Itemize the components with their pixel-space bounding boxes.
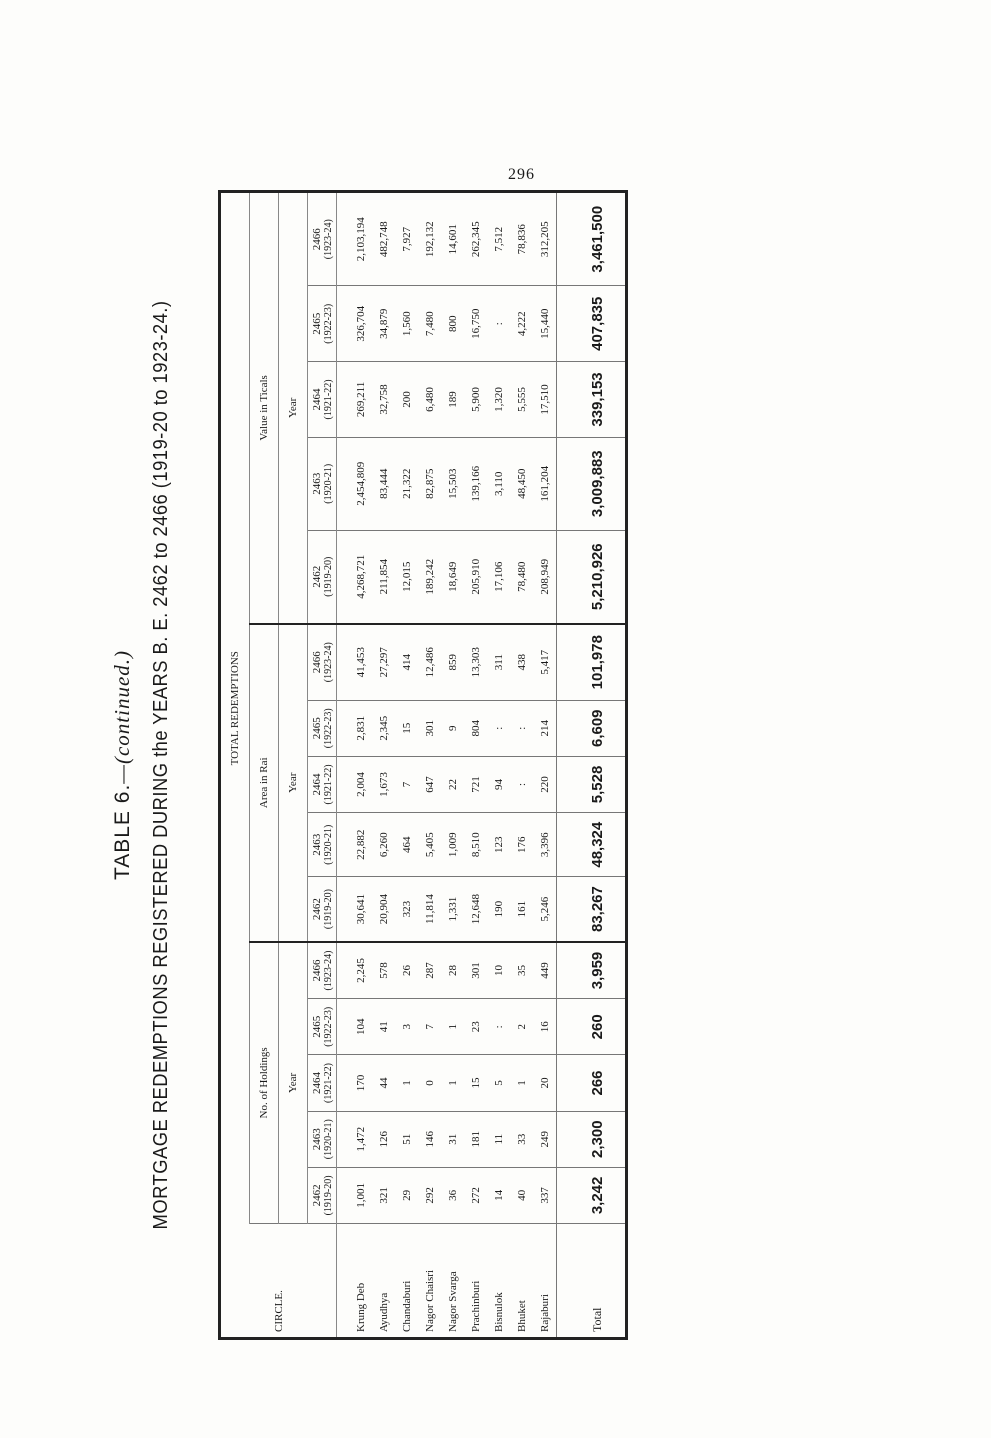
value-cell: 15,440	[533, 286, 557, 362]
circle-name: Nagor Chaisri	[423, 1269, 436, 1332]
area-cell: 12,648	[464, 877, 487, 942]
area-cell: 6,260	[372, 813, 395, 877]
value-cell: 4,222	[510, 286, 533, 362]
year-column-header: 2462 (1919-20)	[308, 1167, 337, 1223]
area-cell: 2,345	[372, 700, 395, 756]
year-column-header: 2462 (1919-20)	[308, 877, 337, 942]
year-column-header: 2463 (1920-21)	[308, 1111, 337, 1167]
value-cell: 1,560	[395, 286, 418, 362]
continued-note: —(continued.)	[110, 649, 134, 784]
year-column-header: 2465 (1922-23)	[308, 286, 337, 362]
year-column-header: 2463 (1920-21)	[308, 813, 337, 877]
year-column-header: 2462 (1919-20)	[308, 530, 337, 624]
holdings-cell: 5	[487, 1055, 510, 1111]
circle-name: Prachinburi	[469, 1280, 482, 1332]
value-cell: 18,649	[441, 530, 464, 624]
value-cell: 1,320	[487, 362, 510, 438]
value-cell: 14,601	[441, 192, 464, 286]
value-cell: 139,166	[464, 437, 487, 530]
circle-header: CIRCLE.	[220, 1224, 337, 1339]
value-header: Value in Ticals	[250, 192, 279, 624]
value-cell: 200	[395, 362, 418, 438]
area-cell: :	[510, 756, 533, 812]
area-cell: 214	[533, 700, 557, 756]
holdings-cell: 146	[418, 1111, 441, 1167]
holdings-cell: 1,001	[337, 1167, 373, 1223]
total-cell: 48,324	[557, 813, 627, 877]
total-cell: 266	[557, 1055, 627, 1111]
holdings-cell: 11	[487, 1111, 510, 1167]
holdings-cell: 23	[464, 999, 487, 1055]
year-column-header: 2464 (1921-22)	[308, 756, 337, 812]
area-cell: 190	[487, 877, 510, 942]
area-cell: 176	[510, 813, 533, 877]
table-row	[441, 192, 464, 1339]
total-cell: 3,461,500	[557, 192, 627, 286]
area-cell: 41,453	[337, 624, 373, 700]
area-cell: 9	[441, 700, 464, 756]
value-cell: 262,345	[464, 192, 487, 286]
area-cell: 438	[510, 624, 533, 700]
holdings-cell: 40	[510, 1167, 533, 1223]
area-cell: 20,904	[372, 877, 395, 942]
year-column-header: 2464 (1921-22)	[308, 362, 337, 438]
year-column-header: 2466 (1923-24)	[308, 942, 337, 999]
holdings-cell: 41	[372, 999, 395, 1055]
total-label: Total	[557, 1224, 627, 1339]
year-column-header: 2466 (1923-24)	[308, 192, 337, 286]
area-cell: 27,297	[372, 624, 395, 700]
holdings-cell: 28	[441, 942, 464, 999]
holdings-cell: 33	[510, 1111, 533, 1167]
holdings-cell: 16	[533, 999, 557, 1055]
value-cell: 208,949	[533, 530, 557, 624]
table-row	[510, 192, 533, 1339]
area-year-header: Year	[279, 624, 308, 942]
area-cell: 1,331	[441, 877, 464, 942]
holdings-year-header: Year	[279, 942, 308, 1224]
holdings-cell: 104	[337, 999, 373, 1055]
total-cell: 5,528	[557, 756, 627, 812]
value-cell: 12,015	[395, 530, 418, 624]
value-cell: 7,512	[487, 192, 510, 286]
holdings-cell: 1	[395, 1055, 418, 1111]
area-cell: 721	[464, 756, 487, 812]
area-cell: 647	[418, 756, 441, 812]
total-cell: 407,835	[557, 286, 627, 362]
value-cell: 6,480	[418, 362, 441, 438]
value-cell: 312,205	[533, 192, 557, 286]
holdings-cell: 1	[441, 1055, 464, 1111]
holdings-header: No. of Holdings	[250, 942, 279, 1224]
value-cell: 211,854	[372, 530, 395, 624]
area-cell: 301	[418, 700, 441, 756]
value-cell: 48,450	[510, 437, 533, 530]
holdings-cell: 249	[533, 1111, 557, 1167]
area-cell: 323	[395, 877, 418, 942]
holdings-cell: 20	[533, 1055, 557, 1111]
area-cell: 22	[441, 756, 464, 812]
area-cell: 12,486	[418, 624, 441, 700]
area-cell: 1,673	[372, 756, 395, 812]
rotated-table-page	[100, 190, 880, 1340]
total-cell: 3,242	[557, 1167, 627, 1223]
value-cell: 32,758	[372, 362, 395, 438]
value-cell: 15,503	[441, 437, 464, 530]
holdings-cell: 7	[418, 999, 441, 1055]
redemptions-table	[218, 190, 628, 1340]
circle-name: Nagor Svarga	[446, 1271, 459, 1332]
holdings-cell: 321	[372, 1167, 395, 1223]
value-cell: 326,704	[337, 286, 373, 362]
area-cell: 15	[395, 700, 418, 756]
table-label: TABLE 6.—(continued.)	[110, 649, 134, 881]
circle-name: Chandaburi	[400, 1280, 413, 1332]
value-cell: 78,480	[510, 530, 533, 624]
area-cell: 11,814	[418, 877, 441, 942]
holdings-cell: 51	[395, 1111, 418, 1167]
value-cell: 3,110	[487, 437, 510, 530]
value-cell: 4,268,721	[337, 530, 373, 624]
table-row	[395, 192, 418, 1339]
holdings-cell: 15	[464, 1055, 487, 1111]
year-column-header: 2466 (1923-24)	[308, 624, 337, 700]
table-row	[418, 192, 441, 1339]
holdings-cell: 301	[464, 942, 487, 999]
holdings-cell: 44	[372, 1055, 395, 1111]
table-row	[487, 192, 510, 1339]
holdings-cell: 578	[372, 942, 395, 999]
area-cell: 5,246	[533, 877, 557, 942]
table-title: MORTGAGE REDEMPTIONS REGISTERED DURING the YEARS B. E. 2462 to 2466 (1919-20 to 1923-24.)	[150, 300, 172, 1230]
value-cell: 78,836	[510, 192, 533, 286]
area-cell: 859	[441, 624, 464, 700]
value-cell: 16,750	[464, 286, 487, 362]
circle-name: Krung Deb	[354, 1282, 367, 1332]
table-row	[372, 192, 395, 1339]
value-cell: 7,480	[418, 286, 441, 362]
total-cell: 339,153	[557, 362, 627, 438]
value-cell: 7,927	[395, 192, 418, 286]
value-cell: 17,510	[533, 362, 557, 438]
value-cell: :	[487, 286, 510, 362]
holdings-cell: 26	[395, 942, 418, 999]
value-year-header: Year	[279, 192, 308, 624]
table-row	[337, 192, 373, 1339]
value-cell: 2,454,809	[337, 437, 373, 530]
holdings-cell: 181	[464, 1111, 487, 1167]
area-cell: 94	[487, 756, 510, 812]
value-cell: 82,875	[418, 437, 441, 530]
total-row	[557, 192, 627, 1339]
holdings-cell: 2	[510, 999, 533, 1055]
total-cell: 5,210,926	[557, 530, 627, 624]
area-cell: 123	[487, 813, 510, 877]
area-cell: 311	[487, 624, 510, 700]
value-cell: 34,879	[372, 286, 395, 362]
total-cell: 260	[557, 999, 627, 1055]
area-cell: 8,510	[464, 813, 487, 877]
area-cell: 2,004	[337, 756, 373, 812]
area-cell: 5,405	[418, 813, 441, 877]
area-cell: 804	[464, 700, 487, 756]
area-cell: 22,882	[337, 813, 373, 877]
area-cell: 2,831	[337, 700, 373, 756]
area-cell: 5,417	[533, 624, 557, 700]
year-column-header: 2464 (1921-22)	[308, 1055, 337, 1111]
holdings-cell: 35	[510, 942, 533, 999]
value-cell: 189	[441, 362, 464, 438]
value-cell: 161,204	[533, 437, 557, 530]
holdings-cell: 2,245	[337, 942, 373, 999]
area-cell: 161	[510, 877, 533, 942]
area-cell: 3,396	[533, 813, 557, 877]
area-cell: 464	[395, 813, 418, 877]
circle-name: Bisnulok	[492, 1292, 505, 1332]
total-redemptions-header: TOTAL REDEMPTIONS	[220, 192, 250, 1224]
total-cell: 2,300	[557, 1111, 627, 1167]
holdings-cell: 287	[418, 942, 441, 999]
area-cell: 7	[395, 756, 418, 812]
total-cell: 3,009,883	[557, 437, 627, 530]
holdings-cell: 31	[441, 1111, 464, 1167]
area-cell: 220	[533, 756, 557, 812]
value-cell: 5,555	[510, 362, 533, 438]
area-cell: 13,303	[464, 624, 487, 700]
circle-name: Bhuket	[515, 1300, 528, 1332]
area-cell: 414	[395, 624, 418, 700]
value-cell: 800	[441, 286, 464, 362]
holdings-cell: 170	[337, 1055, 373, 1111]
area-cell: 1,009	[441, 813, 464, 877]
holdings-cell: 337	[533, 1167, 557, 1223]
holdings-cell: :	[487, 999, 510, 1055]
table-row	[464, 192, 487, 1339]
year-column-header: 2465 (1922-23)	[308, 999, 337, 1055]
holdings-cell: 1,472	[337, 1111, 373, 1167]
holdings-cell: 272	[464, 1167, 487, 1223]
value-cell: 2,103,194	[337, 192, 373, 286]
holdings-cell: 29	[395, 1167, 418, 1223]
holdings-cell: 1	[510, 1055, 533, 1111]
value-cell: 5,900	[464, 362, 487, 438]
holdings-cell: 292	[418, 1167, 441, 1223]
value-cell: 269,211	[337, 362, 373, 438]
holdings-cell: 449	[533, 942, 557, 999]
page-number: 296	[508, 166, 535, 183]
area-cell: :	[510, 700, 533, 756]
holdings-cell: 36	[441, 1167, 464, 1223]
holdings-cell: 1	[441, 999, 464, 1055]
value-cell: 205,910	[464, 530, 487, 624]
year-column-header: 2463 (1920-21)	[308, 437, 337, 530]
total-cell: 3,959	[557, 942, 627, 999]
total-cell: 101,978	[557, 624, 627, 700]
total-cell: 6,609	[557, 700, 627, 756]
total-cell: 83,267	[557, 877, 627, 942]
value-cell: 21,322	[395, 437, 418, 530]
holdings-cell: 126	[372, 1111, 395, 1167]
area-cell: :	[487, 700, 510, 756]
circle-name: Rajaburi	[538, 1294, 551, 1332]
holdings-cell: 3	[395, 999, 418, 1055]
value-cell: 189,242	[418, 530, 441, 624]
area-header: Area in Rai	[250, 624, 279, 942]
area-cell: 30,641	[337, 877, 373, 942]
value-cell: 192,132	[418, 192, 441, 286]
circle-name: Ayudhya	[377, 1292, 390, 1332]
holdings-cell: 0	[418, 1055, 441, 1111]
value-cell: 17,106	[487, 530, 510, 624]
holdings-cell: 14	[487, 1167, 510, 1223]
value-cell: 482,748	[372, 192, 395, 286]
holdings-cell: 10	[487, 942, 510, 999]
table-row	[533, 192, 557, 1339]
value-cell: 83,444	[372, 437, 395, 530]
year-column-header: 2465 (1922-23)	[308, 700, 337, 756]
